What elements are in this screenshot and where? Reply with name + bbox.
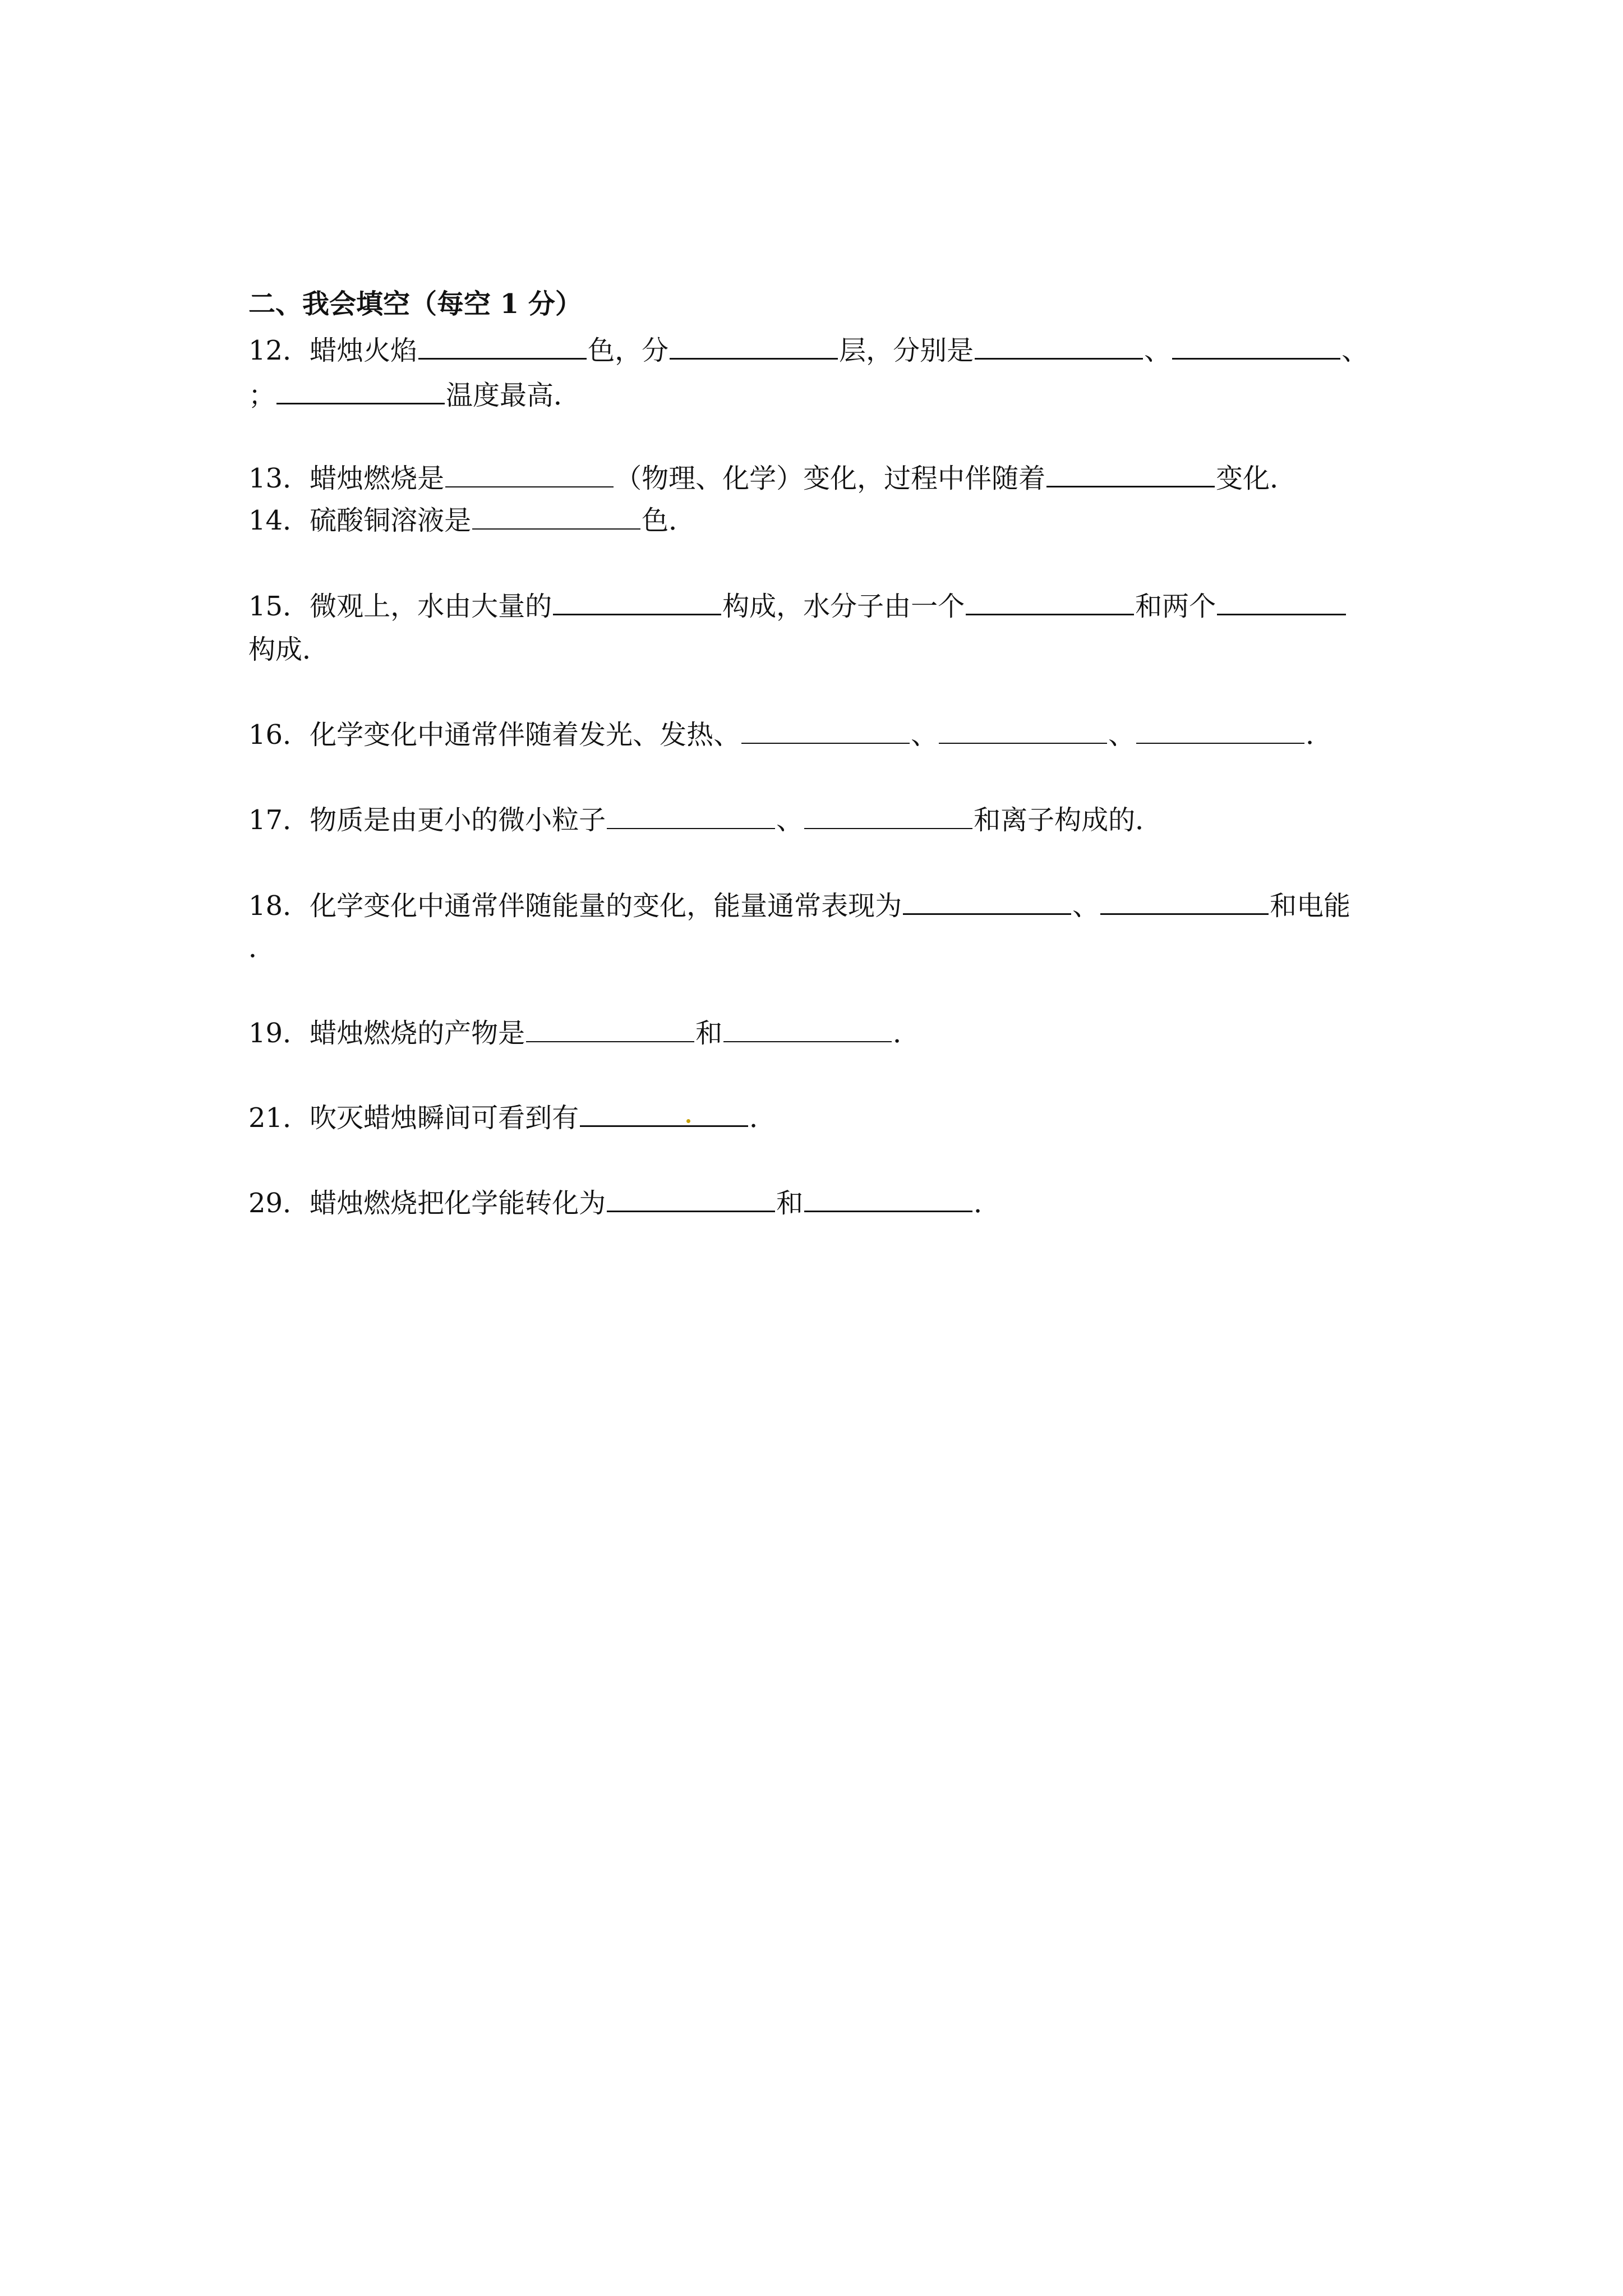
- question-text: 蜡烛燃烧的产物是: [310, 1018, 525, 1049]
- question-text: ．: [248, 932, 276, 964]
- question-text: 和: [776, 1188, 804, 1219]
- answer-blank[interactable]: [580, 1101, 748, 1127]
- question-number: 16．: [248, 719, 310, 751]
- answer-blank[interactable]: [607, 803, 775, 829]
- question-12: [248, 333, 1393, 367]
- answer-blank[interactable]: [966, 589, 1134, 615]
- question-text: 构成．: [248, 634, 330, 665]
- question-text: ．: [1306, 719, 1333, 751]
- question-text: 构成，水分子由一个: [722, 591, 965, 622]
- question-15-continued: [248, 633, 1393, 666]
- question-text: 化学变化中通常伴随着发光、发热、: [310, 719, 741, 751]
- question-number: 29．: [248, 1188, 310, 1219]
- question-text: 色，分: [588, 335, 669, 366]
- answer-blank[interactable]: [418, 333, 587, 360]
- question-text: 、: [1341, 335, 1369, 366]
- answer-blank[interactable]: [526, 1016, 694, 1042]
- answer-blank[interactable]: [1100, 889, 1269, 915]
- question-text: 温度最高．: [446, 380, 581, 411]
- answer-blank[interactable]: [276, 378, 445, 404]
- question-text: ．: [749, 1102, 777, 1134]
- answer-blank[interactable]: [1046, 461, 1215, 487]
- question-text: ．: [974, 1188, 1001, 1219]
- question-text: 吹灭蜡烛瞬间可看到有: [310, 1102, 579, 1134]
- question-text: 、: [1072, 890, 1100, 922]
- question-text: 物质是由更小的微小粒子: [310, 804, 606, 836]
- question-text: 、: [1144, 335, 1172, 366]
- answer-blank[interactable]: [445, 462, 614, 487]
- answer-blank[interactable]: [804, 803, 972, 829]
- question-text: 和离子构成的．: [974, 804, 1163, 836]
- question-number: 18．: [248, 890, 310, 922]
- answer-blank[interactable]: [607, 1186, 775, 1212]
- answer-blank[interactable]: [741, 718, 910, 744]
- answer-blank[interactable]: [670, 333, 838, 360]
- question-text: 色．: [642, 505, 696, 536]
- question-14: [248, 504, 1393, 537]
- question-number: 14．: [248, 505, 310, 536]
- question-text: 和两个: [1135, 591, 1216, 622]
- answer-blank[interactable]: [939, 718, 1107, 744]
- answer-blank[interactable]: [1217, 589, 1346, 615]
- question-18: [248, 889, 1393, 923]
- question-text: 蜡烛燃烧把化学能转化为: [310, 1188, 606, 1219]
- question-19: [248, 1016, 1393, 1050]
- question-text: 、: [776, 804, 804, 836]
- question-text: 、: [1108, 719, 1136, 751]
- question-text: （物理、化学）变化，过程中伴随着: [615, 463, 1046, 494]
- question-text: ．: [893, 1018, 920, 1049]
- answer-blank[interactable]: [975, 333, 1143, 360]
- question-number: 19．: [248, 1018, 310, 1049]
- question-16: [248, 718, 1393, 752]
- question-text: 、: [911, 719, 938, 751]
- question-number: 21．: [248, 1102, 310, 1134]
- section-heading: 二、我会填空（每空 1 分）: [248, 288, 582, 320]
- question-text: 和: [695, 1018, 723, 1049]
- question-13: [248, 461, 1393, 495]
- answer-blank[interactable]: [1172, 333, 1340, 360]
- question-number: 15．: [248, 591, 310, 622]
- question-21: [248, 1101, 1393, 1135]
- stray-dot: [686, 1119, 690, 1123]
- question-number: 17．: [248, 804, 310, 836]
- question-text: 变化．: [1216, 463, 1297, 494]
- answer-blank[interactable]: [903, 889, 1071, 915]
- question-18-continued: [248, 931, 1393, 965]
- answer-blank[interactable]: [1136, 718, 1304, 744]
- answer-blank[interactable]: [723, 1016, 892, 1042]
- question-number: 12．: [248, 335, 310, 366]
- question-text: 蜡烛火焰: [310, 335, 418, 366]
- answer-blank[interactable]: [804, 1186, 972, 1212]
- question-text: 层，分别是: [839, 335, 974, 366]
- answer-blank[interactable]: [553, 589, 721, 615]
- question-number: 13．: [248, 463, 310, 494]
- question-text: 微观上，水由大量的: [310, 591, 552, 622]
- question-text: 蜡烛燃烧是: [310, 463, 445, 494]
- answer-blank[interactable]: [472, 504, 640, 530]
- question-12-continued: [248, 378, 1393, 412]
- question-text: 化学变化中通常伴随能量的变化，能量通常表现为: [310, 890, 902, 922]
- question-text: ；: [248, 380, 276, 411]
- question-15: [248, 589, 1393, 623]
- question-text: 和电能: [1270, 890, 1351, 922]
- question-17: [248, 803, 1393, 837]
- question-text: 硫酸铜溶液是: [310, 505, 472, 536]
- question-29: [248, 1186, 1393, 1220]
